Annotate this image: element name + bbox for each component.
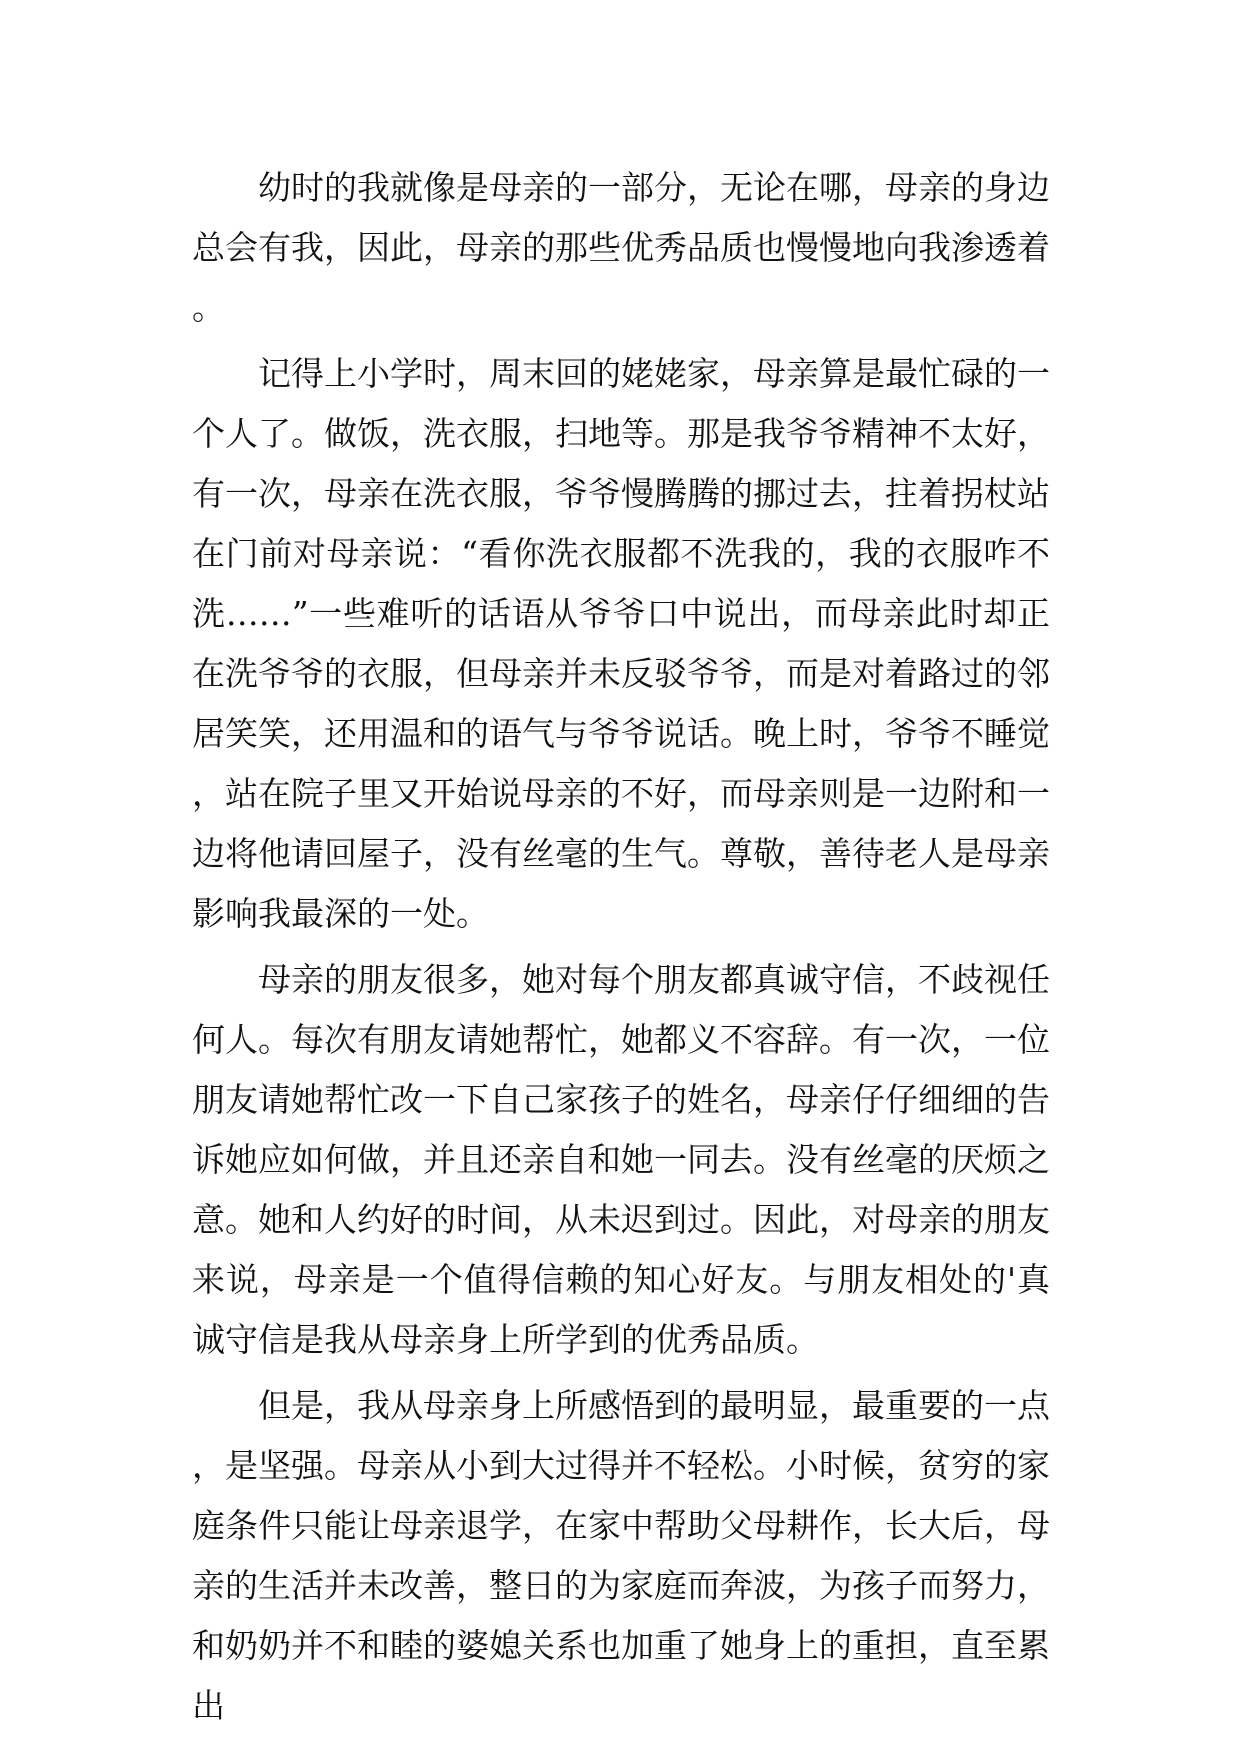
essay-body bbox=[192, 158, 1050, 1736]
paragraph-4: 但是，我从母亲身上所感悟到的最明显，最重要的一点，是坚强。母亲从小到大过得并不轻松。小时候，贫穷的家庭条件只能让母亲退学，在家中帮助父母耕作，长大后，母亲的生活并未改善，整日的为家庭而奔波，为孩子而努力，和奶奶并不和睦的婆媳关系也加重了她身上的重担，直至累出 bbox=[192, 1386, 1050, 1725]
paragraph-2: 记得上小学时，周末回的姥姥家，母亲算是最忙碌的一个人了。做饭，洗衣服，扫地等。那是我爷爷精神不太好，有一次，母亲在洗衣服，爷爷慢腾腾的挪过去，拄着拐杖站在门前对母亲说：“看你洗衣服都不洗我的，我的衣服咋不洗……”一些难听的话语从爷爷口中说出，而母亲此时却正在洗爷爷的衣服，但母亲并未反驳爷爷，而是对着路过的邻居笑笑，还用温和的语气与爷爷说话。晚上时，爷爷不睡觉，站在院子里又开始说母亲的不好，而母亲则是一边附和一边将他请回屋子，没有丝毫的生气。尊敬，善待老人是母亲影响我最深的一处。 bbox=[192, 354, 1050, 933]
paragraph-3: 母亲的朋友很多，她对每个朋友都真诚守信，不歧视任何人。每次有朋友请她帮忙，她都义不容辞。有一次，一位朋友请她帮忙改一下自己家孩子的姓名，母亲仔仔细细的告诉她应如何做，并且还亲自和她一同去。没有丝毫的厌烦之意。她和人约好的时间，从未迟到过。因此，对母亲的朋友来说，母亲是一个值得信赖的知心好友。与朋友相处的'真诚守信是我从母亲身上所学到的优秀品质。 bbox=[192, 960, 1050, 1359]
paragraph-1: 幼时的我就像是母亲的一部分，无论在哪，母亲的身边总会有我，因此，母亲的那些优秀品质也慢慢地向我渗透着。 bbox=[192, 168, 1050, 327]
